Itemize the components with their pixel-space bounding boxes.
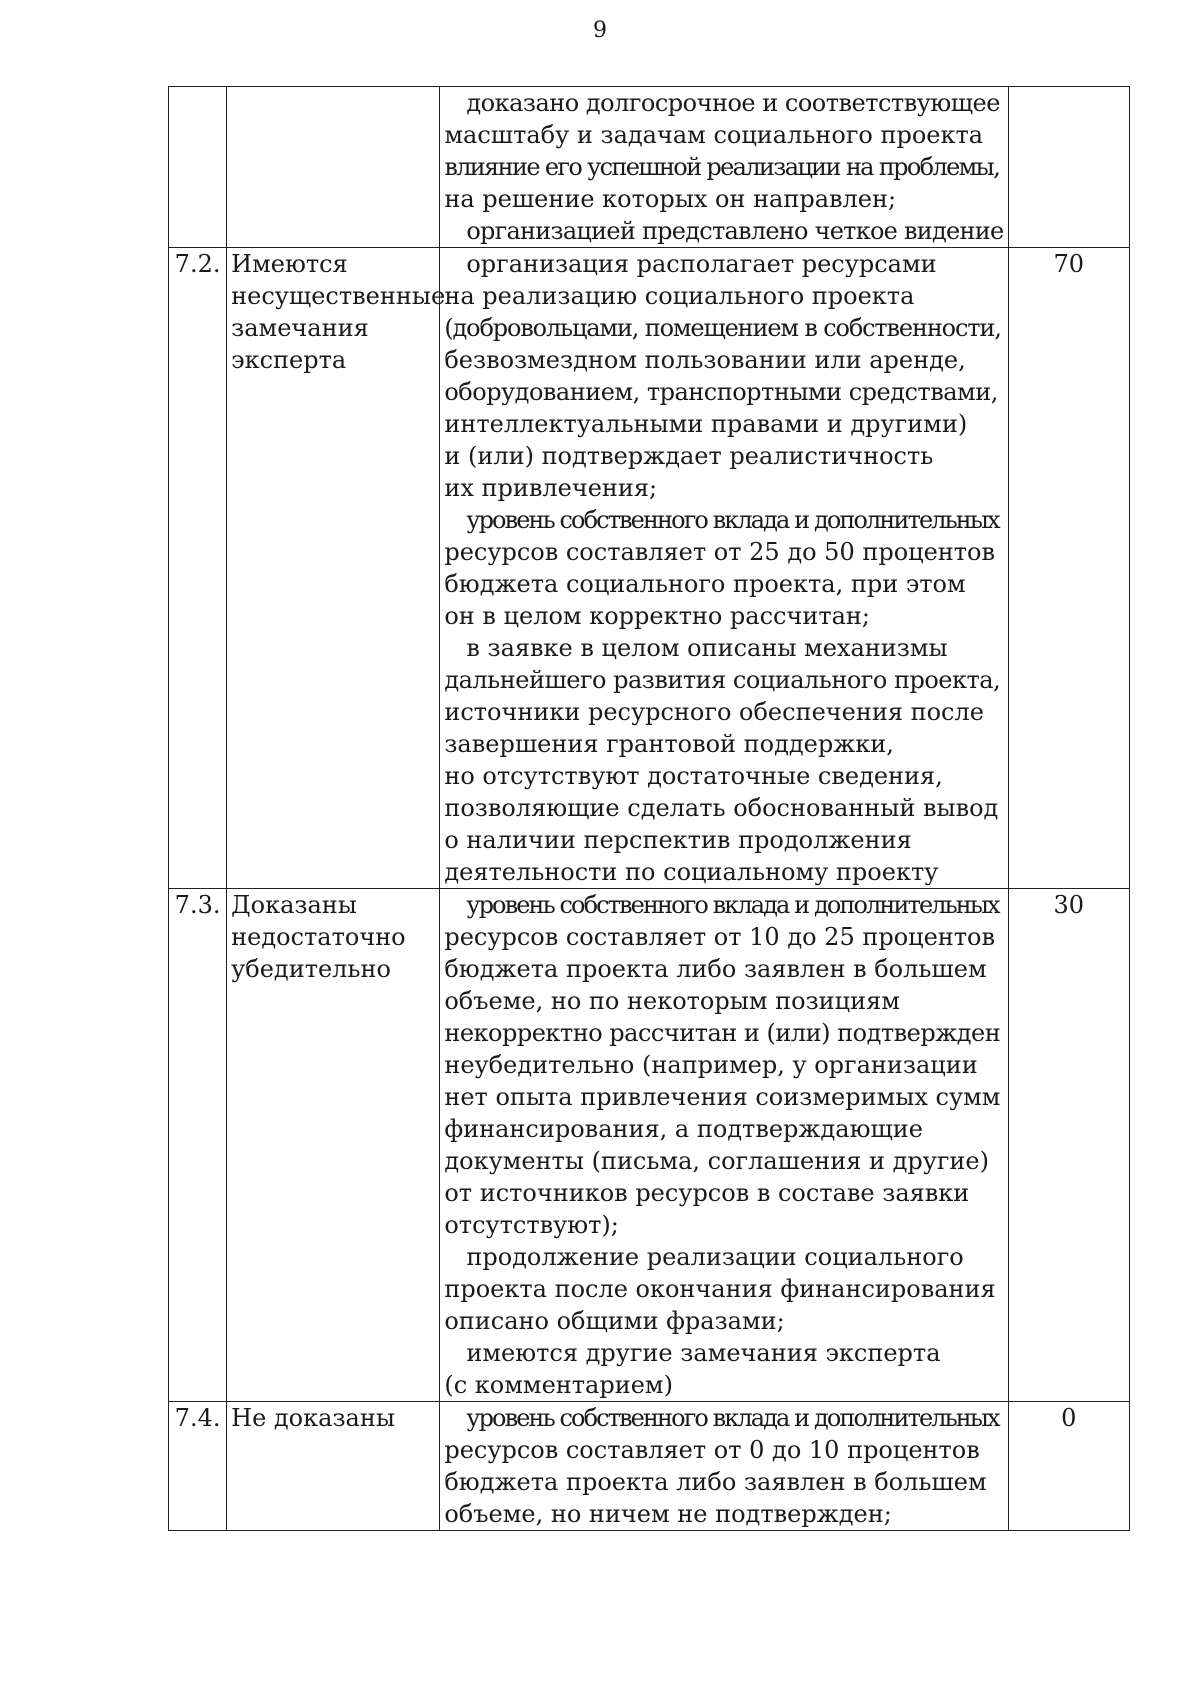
description-line: нет опыта привлечения соизмеримых сумм xyxy=(444,1083,1001,1111)
description-line: организацией представлено четкое видение xyxy=(466,217,1004,245)
criterion-title-line: несущественные xyxy=(231,282,446,310)
row-number-cell xyxy=(169,87,227,248)
description-line: но отсутствуют достаточные сведения, xyxy=(444,762,943,790)
description-line: (добровольцами, помещением в собственности, xyxy=(444,314,1001,342)
score-cell xyxy=(1008,87,1129,248)
description-line: ресурсов составляет от 0 до 10 процентов xyxy=(444,1436,980,1464)
description-paragraph xyxy=(444,889,1003,1241)
description-line: бюджета проекта либо заявлен в большем xyxy=(444,1468,987,1496)
description-line: уровень собственного вклада и дополнительных xyxy=(466,506,999,534)
criterion-description-cell xyxy=(440,248,1008,889)
description-paragraph xyxy=(444,215,1003,247)
description-paragraph xyxy=(444,504,1003,632)
description-paragraph xyxy=(444,1337,1003,1401)
description-line: и (или) подтверждает реалистичность xyxy=(444,442,934,470)
description-line: от источников ресурсов в составе заявки xyxy=(444,1179,970,1207)
description-line: уровень собственного вклада и дополнительных xyxy=(466,891,999,919)
criterion-description-cell xyxy=(440,1402,1008,1531)
table-row xyxy=(169,248,1130,889)
criterion-title-cell xyxy=(227,1402,440,1531)
description-line: доказано долгосрочное и соответствующее xyxy=(466,89,1000,117)
description-line: ресурсов составляет от 25 до 50 процентов xyxy=(444,538,996,566)
description-line: организация располагает ресурсами xyxy=(466,250,937,278)
description-line: уровень собственного вклада и дополнительных xyxy=(466,1404,999,1432)
description-line: источники ресурсного обеспечения после xyxy=(444,698,984,726)
table-row xyxy=(169,87,1130,248)
description-line: документы (письма, соглашения и другие) xyxy=(444,1147,989,1175)
criterion-title-line: эксперта xyxy=(231,346,347,374)
description-line: имеются другие замечания эксперта xyxy=(466,1339,941,1367)
description-line: отсутствуют); xyxy=(444,1211,619,1239)
criterion-title-cell xyxy=(227,248,446,889)
description-line: ресурсов составляет от 10 до 25 процентов xyxy=(444,923,996,951)
description-line: продолжение реализации социального xyxy=(466,1243,964,1271)
criterion-title-line: Доказаны xyxy=(231,891,357,919)
description-line: проекта после окончания финансирования xyxy=(444,1275,996,1303)
description-line: интеллектуальными правами и другими) xyxy=(444,410,968,438)
description-line: бюджета проекта либо заявлен в большем xyxy=(444,955,987,983)
score-cell: 30 xyxy=(1008,889,1129,1402)
row-number-cell: 7.4. xyxy=(169,1402,227,1531)
description-line: позволяющие сделать обоснованный вывод xyxy=(444,794,999,822)
score-cell: 0 xyxy=(1008,1402,1129,1531)
row-number-cell: 7.2. xyxy=(169,248,227,889)
description-line: влияние его успешной реализации на проблемы, xyxy=(444,153,1000,181)
description-line: объеме, но ничем не подтвержден; xyxy=(444,1500,892,1528)
criterion-title-line: замечания xyxy=(231,314,369,342)
page-number: 9 xyxy=(593,18,607,43)
table-row xyxy=(169,889,1130,1402)
criterion-title-line: Не доказаны xyxy=(231,1404,395,1432)
description-line: на реализацию социального проекта xyxy=(444,282,915,310)
criteria-table xyxy=(168,86,1130,1531)
table-row xyxy=(169,1402,1130,1531)
description-line: дальнейшего развития социального проекта, xyxy=(444,666,1001,694)
description-line: неубедительно (например, у организации xyxy=(444,1051,978,1079)
description-line: деятельности по социальному проекту xyxy=(444,858,939,886)
description-line: некорректно рассчитан и (или) подтвержден xyxy=(444,1019,1001,1047)
description-line: безвозмездном пользовании или аренде, xyxy=(444,346,966,374)
description-line: оборудованием, транспортными средствами, xyxy=(444,378,998,406)
description-paragraph xyxy=(444,87,1003,215)
description-line: завершения грантовой поддержки, xyxy=(444,730,894,758)
description-line: их привлечения; xyxy=(444,474,658,502)
criterion-title-cell xyxy=(227,889,440,1402)
description-line: о наличии перспектив продолжения xyxy=(444,826,912,854)
description-line: он в целом корректно рассчитан; xyxy=(444,602,871,630)
description-line: в заявке в целом описаны механизмы xyxy=(466,634,948,662)
criterion-title-line: недостаточно xyxy=(231,923,406,951)
criterion-title-line: Имеются xyxy=(231,250,348,278)
description-paragraph xyxy=(444,1402,1003,1530)
description-line: масштабу и задачам социального проекта xyxy=(444,121,984,149)
description-paragraph xyxy=(444,248,1003,504)
description-paragraph xyxy=(444,1241,1003,1337)
description-line: на решение которых он направлен; xyxy=(444,185,897,213)
criterion-title-cell xyxy=(227,87,440,248)
description-line: объеме, но по некоторым позициям xyxy=(444,987,900,1015)
description-line: финансирования, а подтверждающие xyxy=(444,1115,923,1143)
description-line: (с комментарием) xyxy=(444,1371,673,1399)
criteria-table-body xyxy=(169,87,1130,1531)
criterion-description-cell xyxy=(440,889,1008,1402)
description-line: описано общими фразами; xyxy=(444,1307,785,1335)
criterion-title-line: убедительно xyxy=(231,955,391,983)
description-line: бюджета социального проекта, при этом xyxy=(444,570,966,598)
criterion-description-cell xyxy=(440,87,1008,248)
description-paragraph xyxy=(444,632,1003,888)
score-cell: 70 xyxy=(1008,248,1129,889)
row-number-cell: 7.3. xyxy=(169,889,227,1402)
